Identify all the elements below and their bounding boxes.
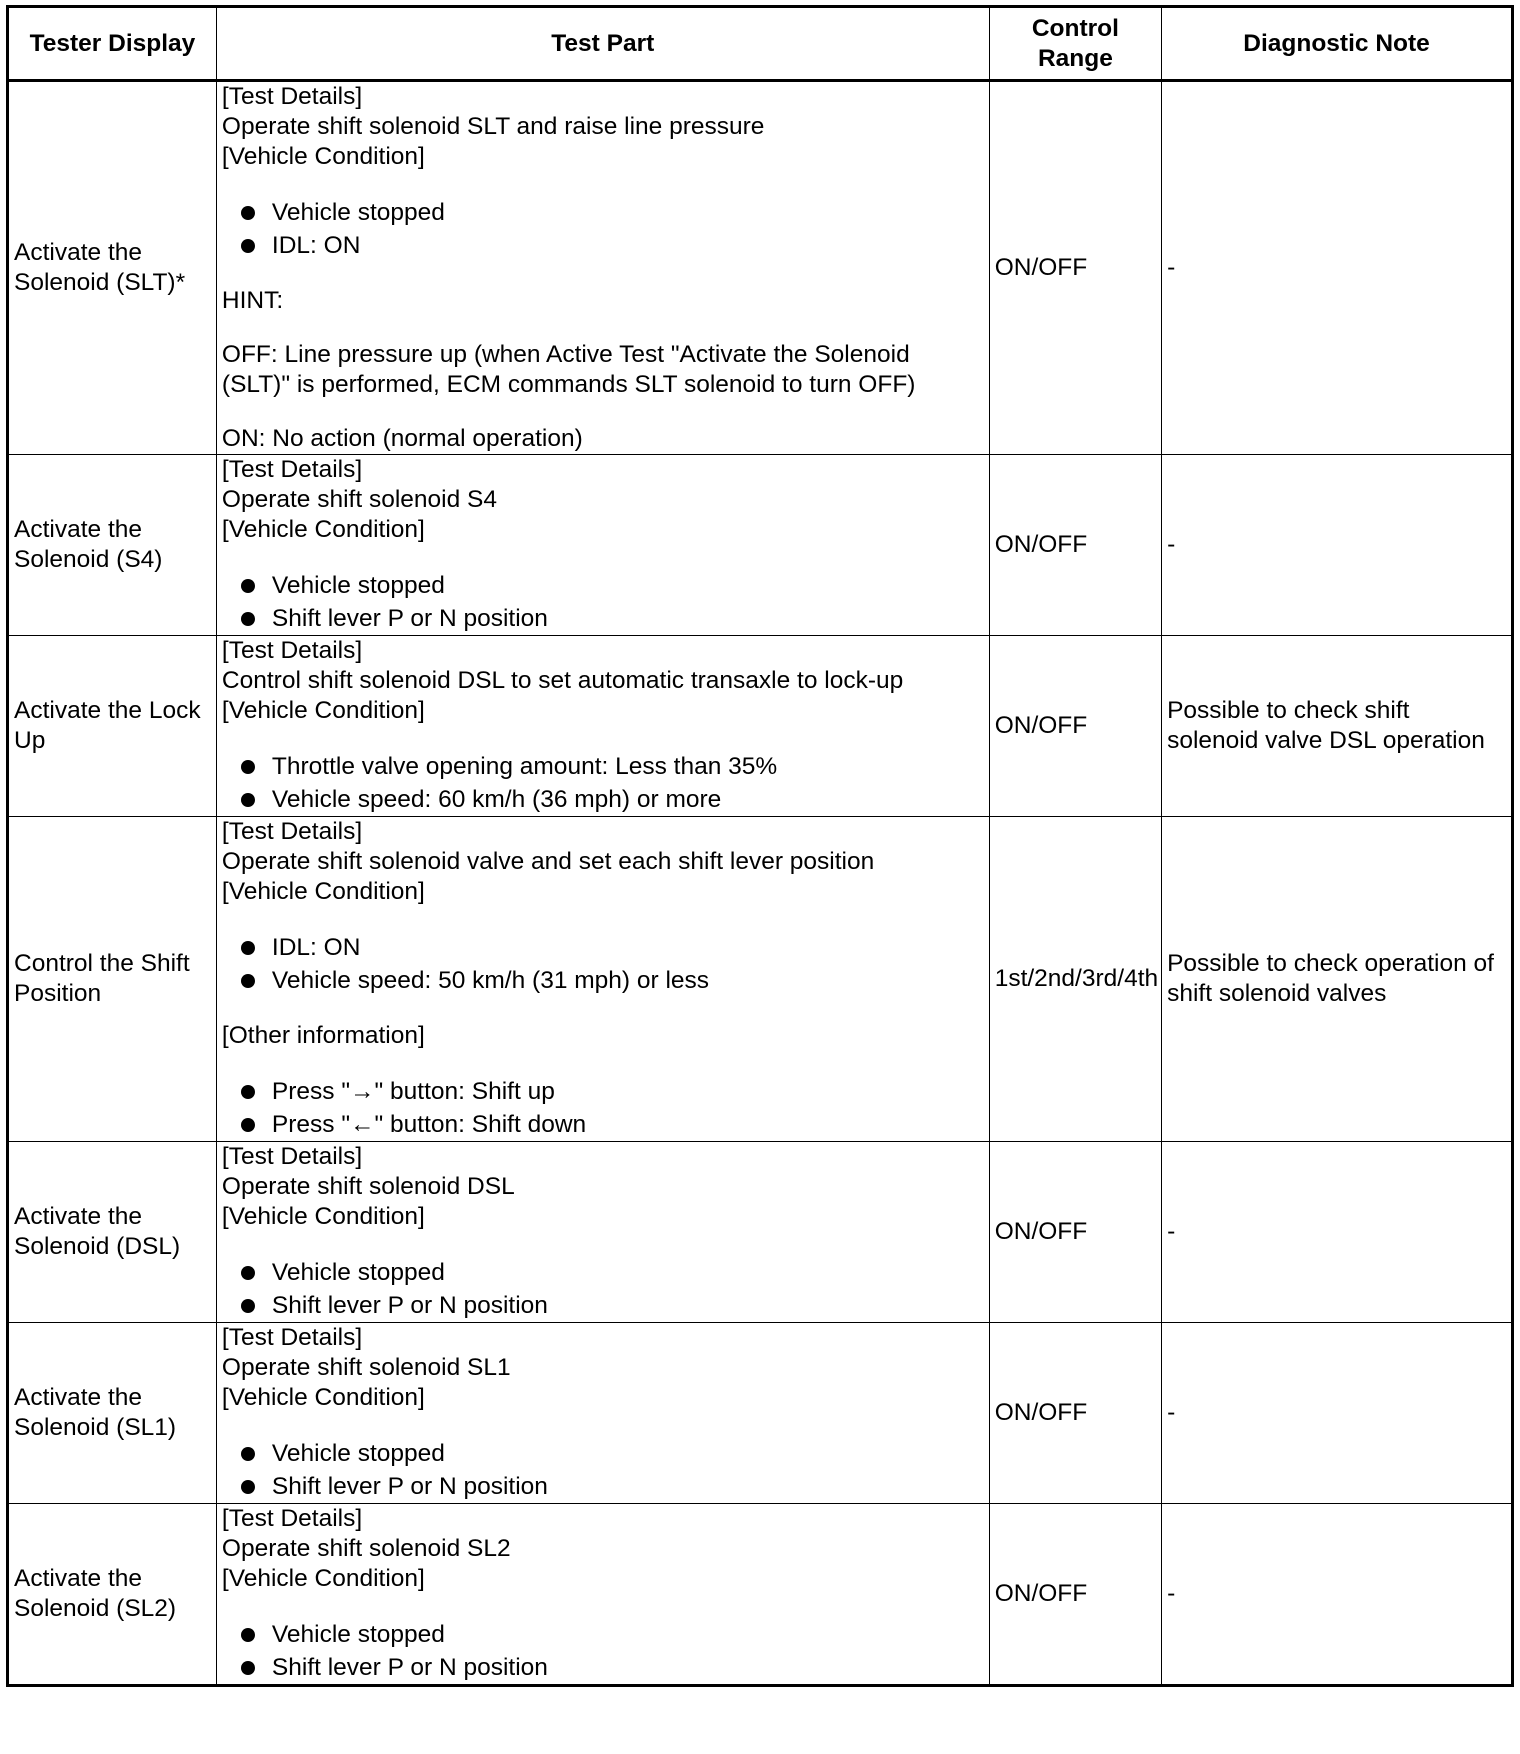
hint-on-text: ON: No action (normal operation) — [221, 425, 583, 452]
test-part-cell — [216, 817, 989, 1142]
test-part-cell — [216, 455, 989, 636]
header-diagnostic-note: Diagnostic Note — [1162, 7, 1513, 81]
vehicle-condition-label: [Vehicle Condition] — [221, 516, 425, 543]
condition-item: Vehicle stopped — [222, 196, 984, 229]
condition-item: Vehicle stopped — [222, 1437, 984, 1470]
test-details-text: Control shift solenoid DSL to set automatic transaxle to lock-up — [221, 667, 904, 694]
condition-item: IDL: ON — [222, 931, 984, 964]
vehicle-condition-label: [Vehicle Condition] — [221, 143, 425, 170]
other-information-list — [222, 1075, 984, 1141]
hint-off-text: OFF: Line pressure up (when Active Test "Activate the Solenoid (SLT)" is performed, ECM commands SLT solenoid to turn OFF) — [221, 341, 916, 398]
test-details-text: Operate shift solenoid SL1 — [221, 1354, 511, 1381]
test-details-text: Operate shift solenoid S4 — [221, 486, 498, 513]
test-details-label: [Test Details] — [221, 456, 363, 483]
control-range-cell: ON/OFF — [989, 81, 1161, 455]
test-details-label: [Test Details] — [221, 1505, 363, 1532]
condition-item: Vehicle stopped — [222, 1618, 984, 1651]
condition-list — [222, 750, 984, 816]
test-details-text: Operate shift solenoid valve and set each shift lever position — [221, 848, 875, 875]
control-range-cell: ON/OFF — [989, 1323, 1161, 1504]
table-row — [8, 1504, 1513, 1686]
condition-list — [222, 1618, 984, 1684]
condition-list — [222, 569, 984, 635]
tester-display-cell: Control the Shift Position — [8, 817, 217, 1142]
test-details-text: Operate shift solenoid DSL — [221, 1173, 515, 1200]
test-details-label: [Test Details] — [221, 1143, 363, 1170]
condition-item: Shift lever P or N position — [222, 1470, 984, 1503]
table-row — [8, 1323, 1513, 1504]
other-information-label: [Other information] — [221, 1022, 425, 1049]
diagnostic-note-cell: Possible to check shift solenoid valve DSL operation — [1162, 636, 1513, 817]
active-test-table — [6, 5, 1514, 1687]
tester-display-cell: Activate the Solenoid (SL1) — [8, 1323, 217, 1504]
diagnostic-note-cell: Possible to check operation of shift solenoid valves — [1162, 817, 1513, 1142]
test-part-cell — [216, 1504, 989, 1686]
diagnostic-note-cell: - — [1162, 1504, 1513, 1686]
tester-display-cell: Activate the Solenoid (SL2) — [8, 1504, 217, 1686]
condition-list — [222, 1437, 984, 1503]
vehicle-condition-label: [Vehicle Condition] — [221, 1203, 425, 1230]
diagnostic-note-cell: - — [1162, 1323, 1513, 1504]
diagnostic-note-cell: - — [1162, 81, 1513, 455]
test-part-cell — [216, 1142, 989, 1323]
control-range-cell: ON/OFF — [989, 455, 1161, 636]
diagnostic-note-cell: - — [1162, 455, 1513, 636]
header-control-range: Control Range — [989, 7, 1161, 81]
table-row — [8, 817, 1513, 1142]
vehicle-condition-label: [Vehicle Condition] — [221, 1384, 425, 1411]
condition-item: Shift lever P or N position — [222, 1289, 984, 1322]
test-details-text: Operate shift solenoid SL2 — [221, 1535, 511, 1562]
condition-list — [222, 931, 984, 997]
vehicle-condition-label: [Vehicle Condition] — [221, 1565, 425, 1592]
condition-item: Shift lever P or N position — [222, 1651, 984, 1684]
test-part-cell — [216, 1323, 989, 1504]
condition-item: Throttle valve opening amount: Less than 35% — [222, 750, 984, 783]
test-details-text: Operate shift solenoid SLT and raise line pressure — [221, 113, 765, 140]
condition-list — [222, 196, 984, 262]
control-range-cell: ON/OFF — [989, 636, 1161, 817]
test-part-cell — [216, 636, 989, 817]
tester-display-cell: Activate the Solenoid (DSL) — [8, 1142, 217, 1323]
test-details-label: [Test Details] — [221, 1324, 363, 1351]
test-details-label: [Test Details] — [221, 818, 363, 845]
tester-display-cell: Activate the Lock Up — [8, 636, 217, 817]
hint-label: HINT: — [221, 287, 284, 314]
vehicle-condition-label: [Vehicle Condition] — [221, 878, 425, 905]
condition-item: Vehicle stopped — [222, 1256, 984, 1289]
table-header — [8, 7, 1513, 81]
control-range-cell: ON/OFF — [989, 1504, 1161, 1686]
control-range-cell: ON/OFF — [989, 1142, 1161, 1323]
other-information-item: Press "→" button: Shift up — [222, 1075, 984, 1108]
test-details-label: [Test Details] — [221, 83, 363, 110]
table-row — [8, 636, 1513, 817]
tester-display-cell: Activate the Solenoid (S4) — [8, 455, 217, 636]
table-row — [8, 81, 1513, 455]
condition-item: Shift lever P or N position — [222, 602, 984, 635]
table-row — [8, 1142, 1513, 1323]
header-tester-display: Tester Display — [8, 7, 217, 81]
header-row — [8, 7, 1513, 81]
header-test-part: Test Part — [216, 7, 989, 81]
table-body — [8, 81, 1513, 1686]
condition-list — [222, 1256, 984, 1322]
table-row — [8, 455, 1513, 636]
condition-item: Vehicle stopped — [222, 569, 984, 602]
test-details-label: [Test Details] — [221, 637, 363, 664]
condition-item: Vehicle speed: 60 km/h (36 mph) or more — [222, 783, 984, 816]
condition-item: IDL: ON — [222, 229, 984, 262]
condition-item: Vehicle speed: 50 km/h (31 mph) or less — [222, 964, 984, 997]
vehicle-condition-label: [Vehicle Condition] — [221, 697, 425, 724]
diagnostic-note-cell: - — [1162, 1142, 1513, 1323]
control-range-cell: 1st/2nd/3rd/4th — [989, 817, 1161, 1142]
other-information-item: Press "←" button: Shift down — [222, 1108, 984, 1141]
test-part-cell — [216, 81, 989, 455]
tester-display-cell: Activate the Solenoid (SLT)* — [8, 81, 217, 455]
